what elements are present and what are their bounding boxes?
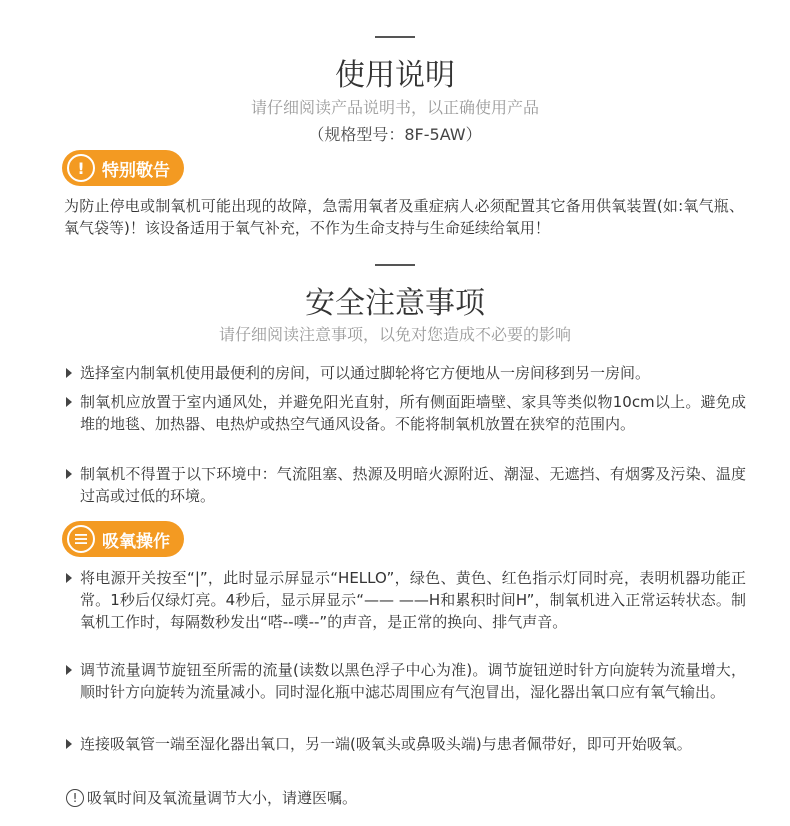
list-item: 选择室内制氧机使用最便利的房间，可以通过脚轮将它方便地从一房间移到另一房间。 (66, 362, 746, 384)
list-item: 制氧机应放置于室内通风处，并避免阳光直射，所有侧面距墙壁、家具等类似物10cm以上。避免成堆的地毯、加热器、电热炉或热空气通风设备。不能将制氧机放置在狭窄的范围内。 (66, 391, 746, 435)
page-title: 使用说明 (335, 58, 455, 93)
page-subtitle: 请仔细阅读产品说明书，以正确使用产品 (250, 98, 539, 117)
triangle-right-icon (66, 739, 72, 749)
triangle-right-icon (66, 368, 72, 378)
note-text: 吸氧时间及氧流量调节大小，请遵医嘱。 (87, 789, 358, 807)
operation-badge (62, 521, 184, 557)
note (66, 787, 746, 809)
triangle-right-icon (66, 573, 72, 583)
warning-text: 为防止停电或制氧机可能出现的故障，急需用氧者及重症病人必须配置其它备用供氧装置(如:氧气瓶、氧气袋等)！该设备适用于氧气补充，不作为生命支持与生命延续给氧用！ (64, 197, 744, 237)
triangle-right-icon (66, 665, 72, 675)
triangle-right-icon (66, 469, 72, 479)
safety-subtitle: 请仔细阅读注意事项，以免对您造成不必要的影响 (218, 325, 571, 344)
title-divider-1 (375, 36, 415, 38)
warning-badge (62, 150, 184, 186)
operation-badge-label: 吸氧操作 (102, 531, 170, 552)
list-item: 调节流量调节旋钮至所需的流量(读数以黑色浮子中心为准)。调节旋钮逆时针方向旋转为流量增大，顺时针方向旋转为流量减小。同时湿化瓶中滤芯周围应有气泡冒出，湿化器出氧口应有氧气输出。 (66, 659, 746, 703)
list-item: 制氧机不得置于以下环境中：气流阻塞、热源及明暗火源附近、潮湿、无遮挡、有烟雾及污染、温度过高或过低的环境。 (66, 463, 746, 507)
exclamation-icon: ! (67, 154, 95, 182)
triangle-right-icon (66, 397, 72, 407)
title-divider-2 (375, 264, 415, 266)
list-icon (67, 525, 95, 553)
safety-title: 安全注意事项 (305, 286, 485, 321)
model-number: （规格型号：8F-5AW） (308, 125, 482, 144)
list-item: 将电源开关按至“|”，此时显示屏显示“HELLO”，绿色、黄色、红色指示灯同时亮，表明机器功能正常。1秒后仅绿灯亮。4秒后，显示屏显示“—— ——H和累积时间H”，制氧机进入正常运转状态。制氧机工作时，每隔数秒发出“嗒--噗--”的声音，是正常的换向、排气声音。 (66, 567, 746, 633)
list-item: 连接吸氧管一端至湿化器出氧口，另一端(吸氧头或鼻吸头端)与患者佩带好，即可开始吸氧。 (66, 733, 746, 755)
warning-badge-label: 特别敬告 (102, 160, 170, 181)
exclamation-icon: ! (66, 789, 84, 807)
